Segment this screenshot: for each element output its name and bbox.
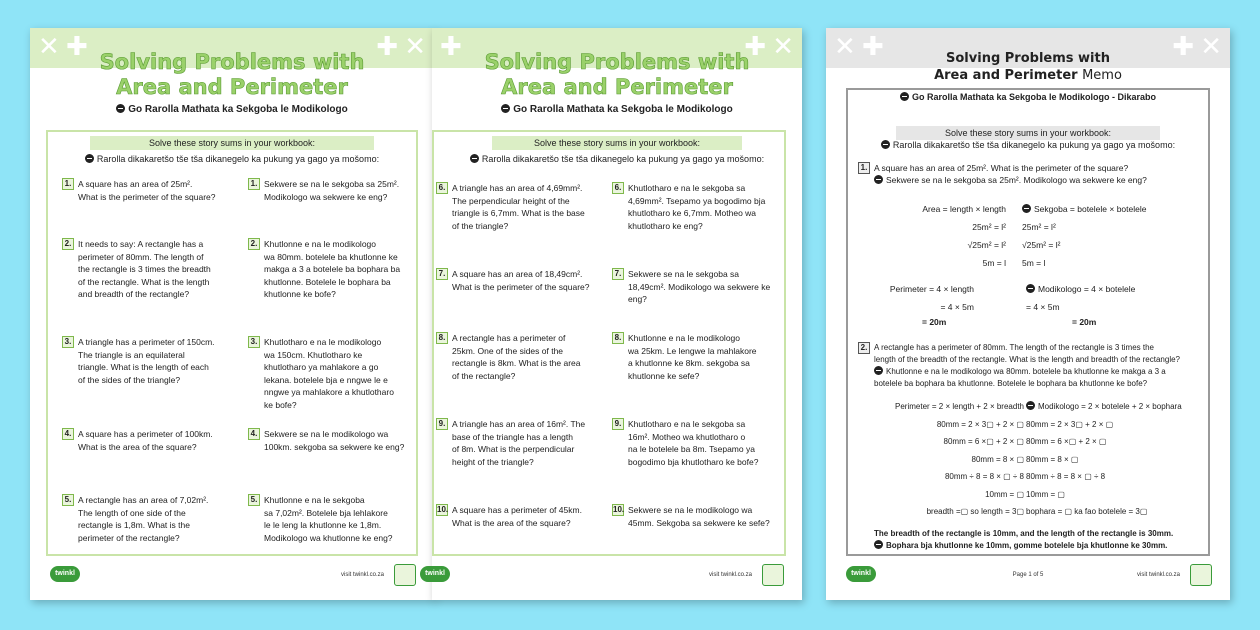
q2-answer-ns: Bophara bja khutlonne ke 10mm, gomme botelele bja khutlonne ke 30mm. bbox=[874, 540, 1214, 552]
question-number: 10. bbox=[437, 505, 449, 514]
memo-label: Memo bbox=[1082, 68, 1122, 83]
subtitle: Go Rarolla Mathata ka Sekgoba le Modikologo bbox=[432, 104, 802, 115]
footer-url: visit twinkl.co.za bbox=[340, 572, 384, 578]
q1-perimeter-working: Perimeter = 4 × length = 4 × 5m bbox=[889, 284, 974, 312]
instruction-text: Rarolla dikakaretšo tše tša dikanegelo ka pukung ya gago ya mošomo: bbox=[826, 140, 1230, 150]
question-text: A square has an area of 25m². What is the perimeter of the square? bbox=[78, 179, 216, 202]
worksheet-page-1 bbox=[30, 28, 434, 600]
globe-icon bbox=[874, 366, 883, 375]
question-number: 2. bbox=[858, 342, 870, 354]
instruction-banner: Solve these story sums in your workbook: bbox=[896, 126, 1160, 140]
globe-icon bbox=[85, 154, 94, 163]
twinkl-logo: twinkl bbox=[846, 566, 876, 582]
footer-url: visit twinkl.co.za bbox=[1136, 572, 1180, 578]
question-text: Khutlonne e na le modikologo wa 80mm. botelele ba khutlonne ke makga a 3 a botelele ba bophara ba khutlonne. Botelele le bophara ba khutlonne ke bofe? bbox=[264, 239, 401, 299]
globe-icon bbox=[874, 175, 883, 184]
q1-perimeter-working-ns: Modikologo = 4 × botelele = 4 × 5m bbox=[1026, 284, 1136, 312]
question-text: A rectangle has a perimeter of 25km. One of the sides of the rectangle is 8km. What is the area of the rectangle? bbox=[452, 333, 581, 381]
plus-icon: ✚ bbox=[376, 32, 398, 62]
plus-icon: ✚ bbox=[66, 32, 88, 62]
plus-icon: ✚ bbox=[862, 32, 884, 62]
title-line-1: Solving Problems with bbox=[946, 51, 1110, 66]
plus-icon: ✚ bbox=[1172, 32, 1194, 62]
q1-area-working-ns: Sekgoba = botelele × botelele 25m² = l² √25m² = l² 5m = l bbox=[1022, 204, 1147, 268]
instruction-text: Rarolla dikakaretšo tše tša dikanegelo ka pukung ya gago ya mošomo: bbox=[432, 154, 802, 164]
times-icon: ✕ bbox=[772, 32, 794, 62]
page-title bbox=[432, 50, 802, 100]
memo-page bbox=[826, 28, 1230, 600]
globe-icon bbox=[1022, 204, 1031, 213]
question-number: 1. bbox=[62, 178, 74, 190]
question-text: Sekwere se na le modikologo wa 45mm. Sekgoba sa sekwere ke sefe? bbox=[628, 505, 770, 528]
quality-badge-icon bbox=[1190, 564, 1212, 586]
question-text: A square has a perimeter of 45km. What is the area of the square? bbox=[452, 505, 582, 528]
question-text: A square has an area of 18,49cm². What is the perimeter of the square? bbox=[452, 269, 590, 292]
question-text: A rectangle has a perimeter of 80mm. The length of the rectangle is 3 times the length of the breadth of the rectangle. What is the length and breadth of the rectangle? bbox=[874, 343, 1180, 364]
question-text: A triangle has an area of 16m². The base of the triangle has a length of 8m. What is the perpendicular height of the triangle? bbox=[452, 419, 586, 467]
globe-icon bbox=[501, 104, 510, 113]
question-text: Khutlotharo e na le sekgoba sa 16m². Motheo wa khutlotharo o na le botelele ba 8m. Tsepamo ya bogodimo bja khutlotharo ke bofe? bbox=[628, 419, 759, 467]
globe-icon bbox=[116, 104, 125, 113]
globe-icon bbox=[470, 154, 479, 163]
question-number: 5. bbox=[62, 494, 74, 506]
question-text: Sekwere se na le sekgoba sa 18,49cm². Modikologo wa sekwere ke eng? bbox=[628, 269, 771, 304]
subtitle: Go Rarolla Mathata ka Sekgoba le Modikologo - Dikarabo bbox=[826, 92, 1230, 102]
question-number: 2. bbox=[62, 238, 74, 250]
globe-icon bbox=[881, 140, 890, 149]
globe-icon bbox=[900, 92, 909, 101]
question-text: A square has a perimeter of 100km. What is the area of the square? bbox=[78, 429, 213, 452]
instruction-text: Rarolla dikakaretšo tše tša dikanegelo ka pukung ya gago ya mošomo: bbox=[30, 154, 434, 164]
question-number: 5. bbox=[248, 494, 260, 506]
question-text: Sekwere se na le sekgoba sa 25m². Modikologo wa sekwere ke eng? bbox=[264, 179, 400, 202]
title-line-2: Area and Perimeter bbox=[501, 75, 733, 99]
question-number: 1. bbox=[248, 178, 260, 190]
plus-icon: ✚ bbox=[440, 32, 462, 62]
times-icon: ✕ bbox=[38, 32, 60, 62]
question-text: A triangle has an area of 4,69mm². The perpendicular height of the triangle is 6,7mm. What is the base of the triangle? bbox=[452, 183, 585, 231]
question-text: Khutlotharo e na le modikologo wa 150cm. Khutlotharo ke khutlotharo ya mahlakore a go lekana. botelele bja e nngwe le e nngwe ya mahlakore a khutlotharo ke bofe? bbox=[264, 337, 394, 410]
instruction-banner: Solve these story sums in your workbook: bbox=[90, 136, 374, 150]
title-line-2: Area and Perimeter bbox=[934, 68, 1078, 83]
times-icon: ✕ bbox=[834, 32, 856, 62]
title-line-2: Area and Perimeter bbox=[116, 75, 348, 99]
question-number: 10. bbox=[613, 505, 625, 514]
question-text: A rectangle has an area of 7,02m². The length of one side of the rectangle is 1,8m. What is the perimeter of the rectangle? bbox=[78, 495, 209, 543]
subtitle: Go Rarolla Mathata ka Sekgoba le Modikologo bbox=[30, 104, 434, 115]
question-text: Sekwere se na le modikologo wa 100km. sekgoba sa sekwere ke eng? bbox=[264, 429, 405, 452]
footer-url: visit twinkl.co.za bbox=[708, 572, 752, 578]
question-text-ns: Sekwere se na le sekgoba sa 25m². Modikologo wa sekwere ke eng? bbox=[874, 174, 1147, 186]
q2-answer: The breadth of the rectangle is 10mm, and the length of the rectangle is 30mm. bbox=[874, 529, 1174, 538]
times-icon: ✕ bbox=[1200, 32, 1222, 62]
q2-working-ns: Modikologo = 2 × botelele + 2 × bophara 80mm = 2 × 3▢ + 2 × ▢ 80mm = 6 ×▢ + 2 × ▢ 80mm = 8 × ▢ 80mm ÷ 8 = 8 × ▢ ÷ 8 10mm = ▢ bophara = ▢ ka fao botelele = 3▢ bbox=[1026, 402, 1182, 516]
page-title bbox=[826, 50, 1230, 84]
question-text: It needs to say: A rectangle has a perimeter of 80mm. The length of the rectangle is 3 times the breadth of the rectangle. What is the length and breadth of the rectangle? bbox=[78, 239, 211, 299]
page-title bbox=[30, 50, 434, 100]
question-text: Khutlonne e na le modikologo wa 25km. Le lengwe la mahlakore a khutlonne ke 8km. sekgoba sa khutlonne ke sefe? bbox=[628, 333, 757, 381]
q1-perimeter-answer: = 20m bbox=[922, 317, 947, 327]
question-number: 9. bbox=[612, 418, 624, 430]
instruction-banner: Solve these story sums in your workbook: bbox=[492, 136, 742, 150]
question-number: 4. bbox=[62, 428, 74, 440]
quality-badge-icon bbox=[394, 564, 416, 586]
q1-area-working: Area = length × length 25m² = l² √25m² = l² 5m = l bbox=[922, 204, 1006, 268]
q1-perimeter-answer-ns: = 20m bbox=[1072, 317, 1097, 327]
question-text-ns: Khutlonne e na le modikologo wa 80mm. botelele ba khutlonne ke makga a 3 a botelele ba bophara ba khutlonne. Botelele le bophara ba khutlonne ke bofe? bbox=[874, 367, 1166, 388]
question-number: 6. bbox=[436, 182, 448, 194]
twinkl-logo: twinkl bbox=[50, 566, 80, 582]
question-text: A triangle has a perimeter of 150cm. The triangle is an equilateral triangle. What is the length of each of the sides of the triangle? bbox=[78, 337, 215, 385]
globe-icon bbox=[1026, 284, 1035, 293]
title-line-1: Solving Problems with bbox=[484, 50, 750, 74]
globe-icon bbox=[1026, 401, 1035, 410]
question-number: 7. bbox=[436, 268, 448, 280]
question-number: 1. bbox=[858, 162, 870, 174]
question-number: 3. bbox=[62, 336, 74, 348]
times-icon: ✕ bbox=[404, 32, 426, 62]
question-number: 7. bbox=[612, 268, 624, 280]
question-number: 9. bbox=[436, 418, 448, 430]
question-number: 8. bbox=[612, 332, 624, 344]
question-text: A square has an area of 25m². What is the perimeter of the square? bbox=[874, 163, 1129, 173]
twinkl-logo: twinkl bbox=[420, 566, 450, 582]
question-text: Khutlotharo e na le sekgoba sa 4,69mm². Tsepamo ya bogodimo bja khutlotharo ke 6,7mm. Motheo wa khutlotharo ke eng? bbox=[628, 183, 766, 231]
worksheet-page-2 bbox=[425, 28, 802, 600]
globe-icon bbox=[874, 540, 883, 549]
quality-badge-icon bbox=[762, 564, 784, 586]
title-line-1: Solving Problems with bbox=[99, 50, 365, 74]
question-number: 4. bbox=[248, 428, 260, 440]
q2-working: Perimeter = 2 × length + 2 × breadth 80mm = 2 × 3▢ + 2 × ▢ 80mm = 6 ×▢ + 2 × ▢ 80mm = 8 × ▢ 80mm ÷ 8 = 8 × ▢ ÷ 8 10mm = ▢ breadth =▢ so length = 3▢ bbox=[895, 402, 1024, 516]
question-number: 3. bbox=[248, 336, 260, 348]
question-number: 2. bbox=[248, 238, 260, 250]
question-number: 6. bbox=[612, 182, 624, 194]
question-number: 8. bbox=[436, 332, 448, 344]
plus-icon: ✚ bbox=[744, 32, 766, 62]
question-text: Khutlonne e na le sekgoba sa 7,02m². Botelele bja lehlakore le le leng la khutlonne ke 1,8m. Modikologo wa khutlonne ke eng? bbox=[264, 495, 393, 543]
page-number: Page 1 of 5 bbox=[1012, 572, 1044, 578]
